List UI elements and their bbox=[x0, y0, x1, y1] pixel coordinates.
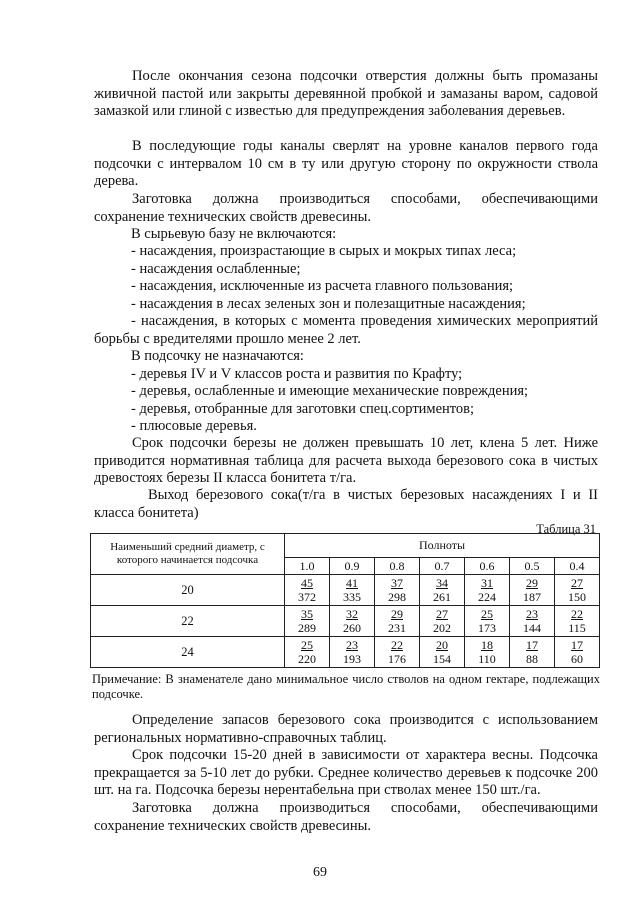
table-cell bbox=[555, 606, 600, 637]
table-cell bbox=[375, 606, 420, 637]
paragraph-sealing: После окончания сезона подсочки отверстия должны быть промазаны живичной пастой или закрыты деревянной пробкой и замазаны варом, садовой замазкой или глиной с известью для предупреждения заболевания деревьев. bbox=[94, 68, 598, 119]
table-cell bbox=[420, 575, 465, 606]
cell-numerator: 25 bbox=[481, 606, 493, 621]
cell-denominator: 220 bbox=[298, 651, 316, 666]
cell-numerator: 23 bbox=[526, 606, 538, 621]
table-note: Примечание: В знаменателе дано минимальное число стволов на одном гектаре, подлежащих подсочке. bbox=[92, 672, 600, 701]
header-density: Полноты bbox=[285, 534, 600, 558]
cell-denominator: 110 bbox=[478, 651, 496, 666]
table-cell bbox=[375, 575, 420, 606]
paragraph-term: Срок подсочки березы не должен превышать 10 лет, клена 5 лет. Ниже приводится нормативная таблица для расчета выхода березового сока в чистых древостоях березы II класса бонитета т/га. bbox=[94, 435, 598, 486]
raw-base-item: - насаждения ослабленные; bbox=[131, 261, 301, 277]
paragraph-harvest-1: Заготовка должна производиться способами, обеспечивающими сохранение технических свойств древесины. bbox=[94, 191, 598, 225]
cell-denominator: 60 bbox=[571, 651, 583, 666]
table-cell bbox=[555, 575, 600, 606]
page-number: 69 bbox=[313, 865, 327, 880]
column-header: 1.0 bbox=[285, 558, 330, 575]
table-row bbox=[91, 575, 600, 606]
cell-numerator: 31 bbox=[481, 575, 493, 590]
not-assigned-heading: В подсочку не назначаются: bbox=[131, 348, 304, 364]
not-assigned-item: - деревья IV и V классов роста и развития по Крафту; bbox=[131, 366, 463, 382]
not-assigned-item: - деревья, отобранные для заготовки спец.сортиментов; bbox=[131, 401, 475, 417]
cell-denominator: 154 bbox=[433, 651, 451, 666]
cell-denominator: 176 bbox=[388, 651, 406, 666]
table-cell bbox=[330, 606, 375, 637]
table-cell bbox=[330, 575, 375, 606]
cell-numerator: 29 bbox=[391, 606, 403, 621]
table-title: Выход березового сока(т/га в чистых березовых насаждениях I и II класса бонитета) bbox=[94, 487, 598, 521]
cell-numerator: 25 bbox=[301, 637, 313, 652]
raw-base-item: - насаждения, исключенные из расчета главного пользования; bbox=[131, 278, 514, 294]
cell-denominator: 144 bbox=[523, 620, 541, 635]
cell-denominator: 261 bbox=[433, 589, 451, 604]
cell-numerator: 41 bbox=[346, 575, 358, 590]
cell-numerator: 17 bbox=[571, 637, 583, 652]
row-diameter: 24 bbox=[91, 637, 285, 668]
cell-denominator: 150 bbox=[568, 589, 586, 604]
raw-base-item: - насаждения, произрастающие в сырых и мокрых типах леса; bbox=[131, 243, 517, 259]
paragraph-estimation: Определение запасов березового сока производится с использованием региональных нормативно-справочных таблиц. bbox=[94, 712, 598, 746]
cell-numerator: 17 bbox=[526, 637, 538, 652]
column-header: 0.8 bbox=[375, 558, 420, 575]
cell-denominator: 187 bbox=[523, 589, 541, 604]
column-header: 0.5 bbox=[510, 558, 555, 575]
cell-denominator: 202 bbox=[433, 620, 451, 635]
cell-numerator: 32 bbox=[346, 606, 358, 621]
sap-yield-table bbox=[90, 533, 600, 668]
raw-base-item-last: - насаждения, в которых с момента проведения химических мероприятий борьбы с вредителями прошло менее 2 лет. bbox=[94, 313, 598, 347]
cell-denominator: 224 bbox=[478, 589, 496, 604]
cell-numerator: 23 bbox=[346, 637, 358, 652]
raw-base-heading: В сырьевую базу не включаются: bbox=[131, 226, 337, 242]
column-header: 0.7 bbox=[420, 558, 465, 575]
cell-denominator: 115 bbox=[568, 620, 586, 635]
row-diameter: 22 bbox=[91, 606, 285, 637]
cell-numerator: 18 bbox=[481, 637, 493, 652]
table-cell bbox=[510, 606, 555, 637]
cell-numerator: 22 bbox=[391, 637, 403, 652]
cell-numerator: 22 bbox=[571, 606, 583, 621]
header-diameter: Наименьший средний диаметр, с которого начинается подсочка bbox=[91, 534, 285, 575]
paragraph-harvest-2: Заготовка должна производиться способами, обеспечивающими сохранение технических свойств древесины. bbox=[94, 800, 598, 834]
column-header: 0.9 bbox=[330, 558, 375, 575]
table-row bbox=[91, 637, 600, 668]
cell-denominator: 88 bbox=[526, 651, 538, 666]
cell-numerator: 37 bbox=[391, 575, 403, 590]
not-assigned-item: - плюсовые деревья. bbox=[131, 418, 257, 434]
cell-denominator: 193 bbox=[343, 651, 361, 666]
table-cell bbox=[555, 637, 600, 668]
cell-numerator: 34 bbox=[436, 575, 448, 590]
cell-denominator: 289 bbox=[298, 620, 316, 635]
row-diameter: 20 bbox=[91, 575, 285, 606]
table-cell bbox=[375, 637, 420, 668]
cell-denominator: 372 bbox=[298, 589, 316, 604]
table-cell bbox=[465, 575, 510, 606]
raw-base-item: - насаждения в лесах зеленых зон и полезащитные насаждения; bbox=[131, 296, 526, 312]
table-cell bbox=[510, 575, 555, 606]
paragraph-drilling: В последующие годы каналы сверлят на уровне каналов первого года подсочки с интервалом 10 см в ту или другую сторону по окружности ствола дерева. bbox=[94, 138, 598, 189]
table-cell bbox=[285, 606, 330, 637]
cell-numerator: 27 bbox=[436, 606, 448, 621]
table-cell bbox=[330, 637, 375, 668]
cell-numerator: 35 bbox=[301, 606, 313, 621]
cell-numerator: 29 bbox=[526, 575, 538, 590]
cell-denominator: 298 bbox=[388, 589, 406, 604]
cell-denominator: 335 bbox=[343, 589, 361, 604]
table-cell bbox=[420, 637, 465, 668]
cell-denominator: 173 bbox=[478, 620, 496, 635]
column-header: 0.4 bbox=[555, 558, 600, 575]
table-row bbox=[91, 606, 600, 637]
cell-numerator: 20 bbox=[436, 637, 448, 652]
table-caption: Таблица 31 bbox=[536, 522, 596, 536]
cell-numerator: 27 bbox=[571, 575, 583, 590]
cell-denominator: 260 bbox=[343, 620, 361, 635]
table-cell bbox=[510, 637, 555, 668]
not-assigned-item: - деревья, ослабленные и имеющие механические повреждения; bbox=[131, 383, 529, 399]
column-header: 0.6 bbox=[465, 558, 510, 575]
table-cell bbox=[285, 637, 330, 668]
table-cell bbox=[465, 637, 510, 668]
table-cell bbox=[465, 606, 510, 637]
cell-numerator: 45 bbox=[301, 575, 313, 590]
cell-denominator: 231 bbox=[388, 620, 406, 635]
paragraph-duration: Срок подсочки 15-20 дней в зависимости от характера весны. Подсочка прекращается за 5-10 лет до рубки. Среднее количество деревьев к подсочке 200 шт. на га. Подсочка березы нерентабельна при стволах менее 150 шт./га. bbox=[94, 747, 598, 798]
table-cell bbox=[420, 606, 465, 637]
table-cell bbox=[285, 575, 330, 606]
